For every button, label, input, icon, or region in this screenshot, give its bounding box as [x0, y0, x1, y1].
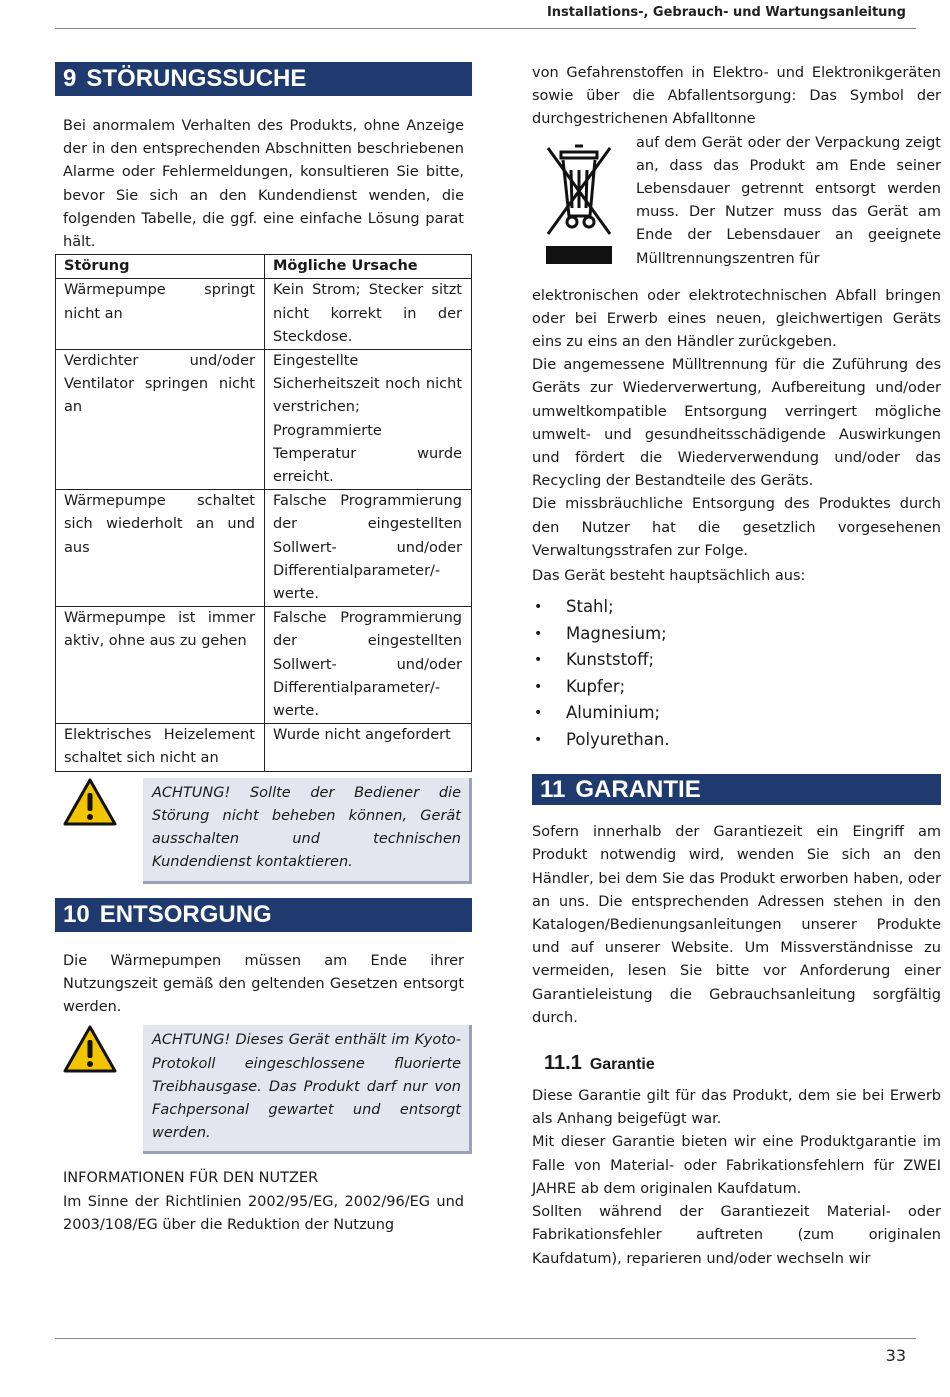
fault-cell: Wärmepumpe springt nicht an: [56, 279, 265, 350]
section-11-number: 11: [540, 776, 566, 804]
troubleshooting-table: [55, 254, 472, 771]
section-11-intro: Sofern innerhalb der Garantiezeit ein Eingriff am Produkt notwendig wird, wenden Sie sich an den Händler, bei dem Sie das Produkt erworben haben, oder an uns. Die entsprechenden Adressen stehen in den Katalogen/Bedienungsanleitungen unserer Produkte und auf unserer Website. Um Missverständnisse zu vermeiden, lesen Sie bitte vor Anforderung einer Garantieleistung die Gebrauchsanleitung sorgfältig durch.: [532, 824, 941, 1026]
header-divider: [55, 28, 916, 29]
subsection-11-1-heading: [532, 1052, 941, 1075]
warning-triangle-icon: [63, 778, 117, 826]
table-row: [56, 350, 472, 490]
page-number: 33: [885, 1346, 906, 1365]
header-title: Installations-, Gebrauch- und Wartungsanleitung: [546, 5, 906, 20]
fault-cell: Wärmepumpe schaltet sich wiederholt an und aus: [56, 490, 265, 607]
cause-cell: Falsche Programmierung der eingestellten Sollwert- und/oder Differentialparameter/-werte.: [265, 607, 472, 724]
warning-text: ACHTUNG! Dieses Gerät enthält im Kyoto-Protokoll eingeschlossene fluorierte Treibhausgase. Das Produkt darf nur von Fachpersonal gewartet und entsorgt werden.: [143, 1025, 472, 1154]
materials-intro: Das Gerät besteht hauptsächlich aus:: [532, 568, 806, 585]
section-10-intro: Die Wärmepumpen müssen am Ende ihrer Nutzungszeit gemäß den geltenden Gesetzen entsorgt werden.: [63, 952, 464, 1016]
cause-cell: Eingestellte Sicherheitszeit noch nicht verstrichen; Programmierte Temperatur wurde erreicht.: [265, 350, 472, 490]
section-9-number: 9: [63, 65, 77, 92]
section-11-title: GARANTIE: [575, 776, 701, 804]
table-header-fault: Störung: [56, 255, 265, 279]
right-column: [532, 62, 941, 1271]
subsection-title: Garantie: [589, 1056, 655, 1074]
list-item: • Kupfer;: [532, 674, 941, 701]
section-10-number: 10: [63, 900, 90, 928]
info-text-left: Im Sinne der Richtlinien 2002/95/EG, 2002/96/EG und 2003/108/EG über die Reduktion der Nutzung: [63, 1193, 464, 1233]
weee-block: [532, 132, 941, 285]
table-row: [56, 607, 472, 724]
warranty-paragraph-1: Diese Garantie gilt für das Produkt, dem sie bei Erwerb als Anhang beigefügt war.: [532, 1088, 941, 1128]
list-item: • Kunststoff;: [532, 647, 941, 674]
section-10-heading: [55, 898, 472, 932]
table-row: [56, 724, 472, 771]
table-header-row: [56, 255, 472, 279]
subsection-number: 11.1: [544, 1052, 582, 1075]
warning-block: [55, 1025, 472, 1167]
warranty-paragraph-2: Mit dieser Garantie bieten wir eine Produktgarantie im Falle von Material- oder Fabrikationsfehlern für ZWEI JAHRE ab dem originalen Kaufdatum.: [532, 1134, 941, 1197]
warning-text: ACHTUNG! Sollte der Bediener die Störung nicht beheben können, Gerät ausschalten und technischen Kundendienst kontaktieren.: [143, 778, 472, 884]
table-header-cause: Mögliche Ursache: [265, 255, 472, 279]
cause-cell: Kein Strom; Stecker sitzt nicht korrekt in der Steckdose.: [265, 279, 472, 350]
section-9-intro: Bei anormalem Verhalten des Produkts, ohne Anzeige der in den entsprechenden Abschnitten beschriebenen Alarme oder Fehlermeldungen, konsultieren Sie bitte, bevor Sie sich an den Kundendienst wenden, die folgenden Tabelle, die ggf. eine einfache Lösung parat hält.: [63, 118, 464, 251]
list-item: • Stahl;: [532, 594, 941, 621]
table-row: [56, 490, 472, 607]
cause-cell: Wurde nicht angefordert: [265, 724, 472, 771]
footer-divider: [55, 1338, 916, 1339]
warning-block: [55, 778, 472, 888]
list-item: • Polyurethan.: [532, 727, 941, 754]
section-11-heading: [532, 774, 941, 805]
recycling-paragraph: Die angemessene Mülltrennung für die Zuführung des Geräts zur Wiederverwertung, Aufbereitung und/oder umweltkompatible Entsorgung verringert mögliche umwelt- und gesundheitsschädigende Auswirkungen und fördert die Wiederverwendung und/oder das Recycling der Bestandteile des Geräts.: [532, 357, 941, 490]
weee-description: auf dem Gerät oder der Verpackung zeigt an, dass das Produkt am Ende seiner Lebensdauer getrennt entsorgt werden muss. Der Nutzer muss das Gerät am Ende der Lebensdauer an geeignete Mülltrennungszentren für: [636, 134, 941, 267]
section-9-title: STÖRUNGSSUCHE: [86, 65, 307, 92]
fault-cell: Elektrisches Heizelement schaltet sich nicht an: [56, 724, 265, 771]
warning-triangle-icon: [63, 1025, 117, 1073]
penalty-paragraph: Die missbräuchliche Entsorgung des Produktes durch den Nutzer hat die gesetzlich vorgesehenen Verwaltungsstrafen zur Folge.: [532, 496, 941, 559]
list-item: • Magnesium;: [532, 621, 941, 648]
materials-list: [532, 594, 941, 753]
fault-cell: Wärmepumpe ist immer aktiv, ohne aus zu gehen: [56, 607, 265, 724]
warranty-paragraph-3: Sollten während der Garantiezeit Material- oder Fabrikationsfehler auftreten (zum originalen Kaufdatum), reparieren und/oder wechseln wir: [532, 1204, 941, 1267]
info-text-right-top: von Gefahrenstoffen in Elektro- und Elektronikgeräten sowie über die Abfallentsorgung: Das Symbol der durchgestrichenen Abfalltonne: [532, 65, 941, 128]
info-text-continued: elektronischen oder elektrotechnischen Abfall bringen oder bei Erwerb eines neuen, gleichwertigen Geräts eins zu eins an den Händler zurückgeben.: [532, 287, 941, 351]
list-item: • Aluminium;: [532, 700, 941, 727]
left-column: [55, 62, 472, 1237]
cause-cell: Falsche Programmierung der eingestellten Sollwert- und/oder Differentialparameter/-werte.: [265, 490, 472, 607]
section-9-heading: [55, 62, 472, 96]
crossed-bin-icon: [542, 142, 616, 268]
info-heading: INFORMATIONEN FÜR DEN NUTZER: [63, 1170, 319, 1187]
section-10-title: ENTSORGUNG: [99, 900, 272, 928]
fault-cell: Verdichter und/oder Ventilator springen nicht an: [56, 350, 265, 490]
table-row: [56, 279, 472, 350]
